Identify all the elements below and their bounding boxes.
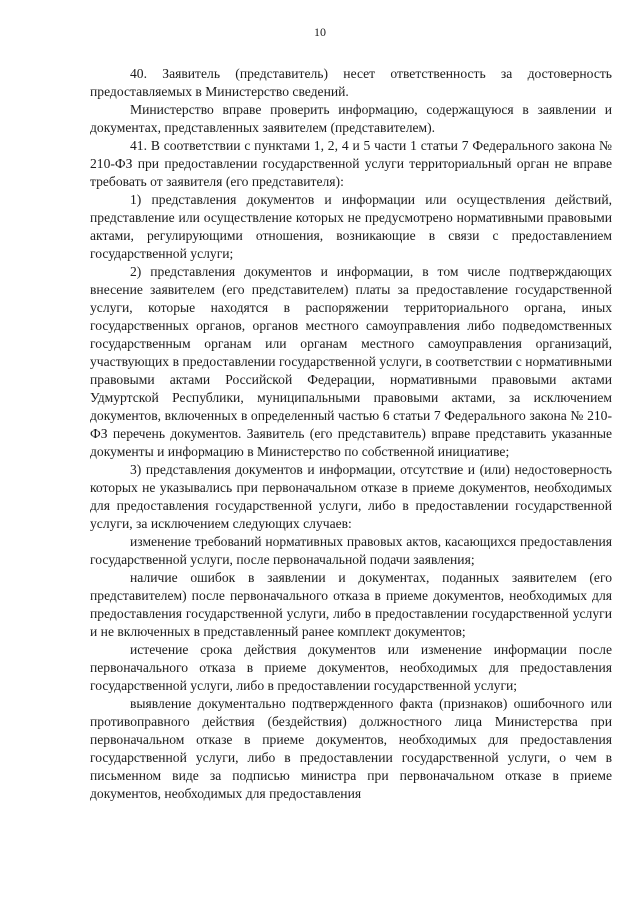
- exception-requirements-change: изменение требований нормативных правовых актов, касающихся предоставления государственной услуги, после первоначальной подачи заявления;: [90, 534, 612, 567]
- paragraph-ministry-right: Министерство вправе проверить информацию, содержащуюся в заявлении и документах, представленных заявителем (представителем).: [90, 102, 612, 135]
- list-item-3: 3) представления документов и информации, отсутствие и (или) недостоверность которых не указывались при первоначальном отказе в приеме документов, необходимых для предоставления государственной услуги, либо в предоставлении государственной услуги, за исключением следующих случаев:: [90, 462, 612, 531]
- exception-misconduct: выявление документально подтвержденного факта (признаков) ошибочного или противоправного действия (бездействия) должностного лица Министерства при первоначальном отказе в приеме документов, необходимых для предоставления государственной услуги, либо в предоставлении государственной услуги, о чем в письменном виде за подписью министра при первоначальном отказе в приеме документов, необходимых для предоставления: [90, 696, 612, 801]
- paragraph-40: 40. Заявитель (представитель) несет ответственность за достоверность предоставляемых в Министерство сведений.: [90, 66, 612, 99]
- list-item-1: 1) представления документов и информации или осуществления действий, представление или осуществление которых не предусмотрено нормативными правовыми актами, регулирующими отношения, возникающие в связи с предоставлением государственной услуги;: [90, 192, 612, 261]
- exception-expiry: истечение срока действия документов или изменение информации после первоначального отказа в приеме документов, необходимых для предоставления государственной услуги, либо в предоставлении государственной услуги;: [90, 642, 612, 693]
- page-number: 10: [314, 25, 326, 39]
- paragraph-41: 41. В соответствии с пунктами 1, 2, 4 и 5 части 1 статьи 7 Федерального закона № 210-ФЗ при предоставлении государственной услуги территориальный орган не вправе требовать от заявителя (его представителя):: [90, 138, 612, 189]
- document-body: [90, 65, 612, 803]
- list-item-2: 2) представления документов и информации, в том числе подтверждающих внесение заявителем (его представителем) платы за предоставление государственной услуги, которые находятся в распоряжении территориального органа, иных государственных органов, органов местного самоуправления либо подведомственных государственным органам или органам местного самоуправления организаций, участвующих в предоставлении государственной услуги, в соответствии с нормативными правовыми актами Российской Федерации, нормативными правовыми актами Удмуртской Республики, муниципальными правовыми актами, за исключением документов, включенных в определенный частью 6 статьи 7 Федерального закона № 210-ФЗ перечень документов. Заявитель (его представитель) вправе представить указанные документы и информацию в Министерство по собственной инициативе;: [90, 264, 612, 459]
- exception-errors: наличие ошибок в заявлении и документах, поданных заявителем (его представителем) после первоначального отказа в приеме документов, необходимых для предоставления государственной услуги, либо в предоставлении государственной услуги и не включенных в представленный ранее комплект документов;: [90, 570, 612, 639]
